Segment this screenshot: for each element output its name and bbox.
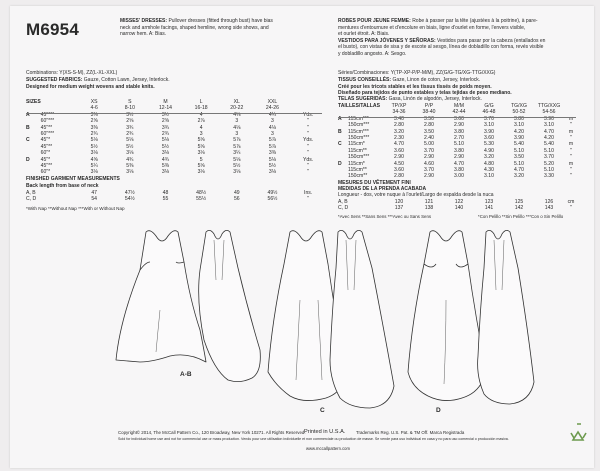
metric-fabric-width: 150cm***: [348, 122, 370, 129]
metric-yardage-cell: 2.30: [394, 134, 404, 141]
en-view-letter: B: [26, 124, 30, 131]
en-unit: ": [307, 162, 310, 169]
en-finished-cell: 49½: [267, 190, 278, 196]
metric-yardage-cell: 5.40: [544, 141, 554, 148]
en-yardage-cell: 3⅜: [90, 111, 98, 118]
metric-yardage-cell: 2.90: [394, 154, 404, 161]
en-fabric-width: 45"**: [40, 143, 53, 150]
en-yardage-cell: 5⅝: [197, 137, 205, 144]
en-view-letter: D: [26, 156, 30, 163]
metric-unit: ": [570, 154, 572, 161]
es-desc-line-1: Vestidos para pasar por la cabeza (entallados en: [437, 37, 546, 44]
metric-size-number: 38-40: [422, 109, 436, 116]
metric-yardage-cell: 2.80: [394, 122, 404, 129]
dress-ab-back-drawing: [199, 230, 261, 381]
en-size-number: 4-6: [90, 105, 98, 112]
en-desc-line-3: narrow hem. A: Bias.: [120, 31, 167, 38]
en-yardage-cell: 5⅞: [268, 143, 276, 150]
metric-yardage-cell: 3.50: [424, 128, 434, 135]
metric-yardage-cell: 3.70: [424, 166, 434, 173]
en-yardage-cell: 3⅛: [126, 150, 134, 157]
combinations-fr-es: Séries/Combinaciones: Y(TP-XP-P/P-M/M), ZZ(G/G-TG/XG-TTG/XXG): [338, 70, 496, 76]
metric-yardage-cell: 3.60: [454, 115, 464, 122]
fabrics-fr-value: Gaze, Linon de coton, Jersey, Interlock.: [392, 77, 481, 83]
metric-finished-cell: 141: [484, 205, 494, 212]
sold-line: Sold for individual home use and not for commercial use or mass production. Vendu pour une utilisation individuelle et non commerciale ou production de masse. Se vende para uso individual en casa y no para uso comercial o producción masiva.: [118, 437, 509, 441]
en-yardage-cell: 3¾: [161, 124, 170, 131]
en-yardage-cell: 4: [199, 111, 203, 118]
en-finished-unit: Ins.: [304, 190, 313, 196]
en-yardage-cell: 4⅛: [233, 111, 241, 118]
en-unit: ": [307, 169, 310, 176]
metric-sizes-label: TAILLES/TALLAS: [338, 103, 380, 109]
en-yardage-cell: 3½: [126, 111, 134, 118]
metric-yardage-cell: 2.70: [454, 134, 464, 141]
fabrics-en-note: Designed for medium weight wovens and stable knits.: [26, 84, 155, 90]
en-yardage-cell: 3¾: [126, 124, 134, 131]
metric-size-number: 42-44: [452, 109, 466, 116]
metric-finished-cell: 120: [394, 199, 404, 205]
en-yardage-cell: 5⅞: [268, 137, 276, 144]
en-fabric-width: 60"*: [40, 150, 51, 157]
en-finished-cell: 47½: [124, 190, 135, 196]
metric-fabric-width: 115cm*: [348, 141, 365, 148]
metric-finished-cell: 137: [394, 205, 404, 212]
metric-yardage-cell: 4.50: [394, 160, 404, 167]
en-finished-cell: 47: [91, 190, 97, 196]
metric-yardage-cell: 2.90: [424, 173, 434, 180]
en-fabric-width: 60"***: [40, 130, 55, 137]
metric-size-number: 34-36: [392, 109, 406, 116]
en-view-letter: C: [26, 137, 30, 144]
metric-yardage-cell: 3.60: [394, 166, 404, 173]
en-yardage-cell: 3⅛: [161, 169, 170, 176]
en-finished-cell: 55½: [196, 196, 207, 203]
en-desc-line-1: Pullover dresses (fitted through bust) have bias: [168, 18, 273, 24]
metric-finished-cell: 140: [454, 205, 464, 212]
website-text: www.mccallpattern.com: [306, 446, 350, 451]
en-unit: Yds.: [303, 137, 314, 144]
metric-yardage-cell: 4.20: [544, 134, 554, 141]
metric-unit: ": [570, 173, 572, 180]
fabrics-en-value: Gauze, Cotton Lawn, Jersey, Interlock.: [83, 77, 170, 83]
metric-yardage-cell: 3.50: [424, 115, 434, 122]
metric-yardage-cell: 4.70: [454, 160, 464, 167]
dress-ab-front-drawing: [116, 231, 206, 362]
es-desc-line-3: y dobladillo angosto. A: Sesgo.: [338, 50, 407, 57]
metric-yardage-cell: 3.10: [484, 173, 494, 180]
figure-label-d: D: [436, 407, 441, 414]
en-fabric-width: 45"*: [40, 156, 51, 163]
dress-c-back-drawing: [330, 230, 394, 408]
metric-yardage-cell: 3.90: [544, 115, 554, 122]
metric-yardage-cell: 2.80: [394, 173, 404, 180]
metric-fabric-width: 115cm***: [348, 115, 369, 122]
en-yardage-cell: 5½: [161, 143, 170, 150]
en-yardage-cell: 3⅛: [197, 150, 205, 157]
metric-size-code: TP/XP: [391, 103, 407, 109]
es-title: VESTIDOS PARA JÓVENES Y SEÑORAS:: [338, 37, 436, 44]
fabrics-fr-note: Créé pour les tricots stables et les tissus tissés de poids moyen.: [338, 84, 492, 90]
pattern-number: M6954: [26, 20, 79, 39]
metric-yardage-cell: 4.60: [424, 160, 434, 167]
es-desc-line-2: el busto), con vistas de sisa y de escote al sesgo, línea de dobladillo con forma, revés visible: [338, 44, 544, 51]
metric-yardage-cell: 5.10: [454, 141, 464, 148]
en-finished-unit: ": [307, 196, 310, 203]
metric-yardage-cell: 3.70: [544, 154, 554, 161]
en-yardage-cell: 5¼: [90, 162, 98, 169]
en-yardage-cell: 5½: [268, 162, 276, 169]
metric-finished-cell: 125: [514, 199, 524, 205]
metric-yardage-cell: 3.10: [544, 122, 554, 129]
figure-label-c: C: [320, 407, 325, 414]
fr-title: ROBES POUR JEUNE FEMME:: [338, 18, 411, 24]
en-size-number: 24-26: [265, 105, 279, 112]
en-yardage-cell: 2⅞: [197, 118, 205, 125]
en-yardage-cell: 3⅛: [90, 169, 98, 176]
metric-yardage-cell: 3.80: [454, 166, 464, 173]
en-yardage-cell: 5⅜: [126, 162, 134, 169]
metric-size-code: TTG/XXG: [537, 103, 561, 109]
en-finished-cell: 56½: [267, 196, 278, 203]
metric-finished-cell: 126: [544, 199, 554, 205]
en-finished-cell: 56: [233, 196, 240, 203]
metric-yardage-cell: 4.90: [484, 147, 494, 154]
metric-yardage-cell: 2.80: [424, 122, 434, 129]
en-unit: ": [307, 150, 310, 157]
en-yardage-cell: 3⅛: [126, 169, 134, 176]
metric-yardage-cell: 5.10: [514, 160, 524, 167]
metric-unit: m: [568, 160, 574, 167]
metric-yardage-cell: 3.00: [454, 173, 464, 180]
en-yardage-cell: 2¾: [90, 130, 98, 137]
en-yardage-cell: 2⅝: [90, 118, 98, 125]
en-yardage-cell: 3: [199, 130, 203, 137]
metric-yardage-cell: 4.80: [484, 160, 494, 167]
en-finished-cell: 55: [162, 196, 169, 203]
en-size-code: S: [128, 99, 132, 105]
en-yardage-cell: 4¾: [161, 156, 170, 163]
metric-yardage-cell: 3.10: [484, 122, 494, 129]
en-fabric-width: 45"**: [40, 124, 53, 131]
en-title: MISSES' DRESSES:: [120, 18, 168, 24]
en-yardage-cell: 4⅛: [233, 124, 241, 131]
en-unit: ": [307, 118, 310, 125]
en-unit: ": [307, 143, 310, 150]
metric-unit: m: [568, 141, 574, 148]
en-view-letter: A: [26, 111, 30, 118]
en-unit: Yds.: [303, 111, 314, 118]
en-finished-view: A, B: [26, 190, 36, 196]
en-yardage-cell: 3½: [161, 111, 170, 118]
metric-yardage-cell: 3.80: [454, 128, 464, 135]
metric-size-code: M/M: [454, 103, 464, 109]
metric-yardage-cell: 3.20: [514, 173, 524, 180]
en-size-code: XL: [233, 99, 240, 105]
en-finished-cell: 48½: [196, 190, 207, 196]
fabrics-fr-label: TISSUS CONSEILLÉS:: [338, 77, 392, 83]
fabrics-es-value: Gasa, Linón de algodón, Jersey, Interlock.: [388, 96, 482, 102]
trademarks-text: Trademarks Reg. U.S. Pat. & TM Off. Marca Registrada: [356, 430, 465, 435]
metric-finished-cell: 122: [454, 199, 464, 205]
en-yardage-cell: 5⅛: [161, 137, 170, 144]
en-yardage-cell: 4¾: [126, 156, 134, 163]
metric-finished-view: C, D: [338, 205, 349, 212]
metric-yardage-cell: 4.30: [484, 166, 494, 173]
en-fabric-width: 45"*: [40, 137, 51, 144]
nap-legend-en: *With Nap **Without Nap ***With or Without Nap: [26, 206, 125, 211]
metric-yardage-cell: 3.30: [544, 173, 554, 180]
en-yardage-cell: 5: [199, 156, 203, 163]
en-yardage-cell: 5⅝: [197, 162, 205, 169]
metric-unit: ": [570, 122, 572, 129]
en-yardage-cell: 4¼: [268, 111, 276, 118]
en-size-code: XS: [90, 99, 98, 105]
dress-d-front-drawing: [408, 231, 486, 401]
en-yardage-cell: 2⅝: [161, 118, 170, 125]
en-fabric-width: 60"*: [40, 169, 51, 176]
metric-yardage-cell: 3.50: [514, 154, 524, 161]
metric-view-letter: D: [338, 160, 342, 167]
en-sizes-label: SIZES: [26, 99, 41, 105]
metric-yardage-cell: 3.80: [514, 115, 524, 122]
finished-title-es: MEDIDAS DE LA PRENDA ACABADA: [338, 186, 427, 192]
recycle-icon: [571, 424, 586, 440]
fr-desc-line-2: mentures d'entournure et d'encolure en biais, ligne d'ourlet en forme, l'envers visible,: [338, 24, 526, 31]
metric-yardage-cell: 3.10: [514, 122, 524, 129]
metric-unit: ": [570, 166, 572, 173]
metric-view-letter: C: [338, 141, 342, 148]
finished-title-en: FINISHED GARMENT MEASUREMENTS: [26, 176, 120, 182]
metric-finished-cell: 121: [424, 199, 434, 205]
copyright-text: Copyright© 2014, The McCall Pattern Co., 120 Broadway, New York 10271. All Rights Reserved.: [118, 430, 306, 435]
finished-sub-fr-es: Longueur - dos, votre nuque à l'ourlet/Largo de espalda desde la nuca: [338, 192, 494, 198]
metric-yardage-cell: 4.20: [514, 128, 524, 135]
en-yardage-cell: 5½: [233, 162, 241, 169]
en-yardage-cell: 5⅞: [233, 137, 241, 144]
en-fabric-width: 45"***: [40, 111, 55, 118]
printed-in: Printed in U.S.A.: [304, 429, 346, 435]
metric-fabric-width: 115cm**: [348, 147, 367, 154]
metric-size-code: P/P: [424, 103, 434, 109]
metric-finished-cell: 138: [424, 205, 434, 212]
en-yardage-cell: 2¾: [161, 130, 170, 137]
en-yardage-cell: 5⅜: [161, 162, 170, 169]
en-size-code: M: [163, 99, 168, 105]
metric-fabric-width: 150cm***: [348, 154, 370, 161]
en-size-number: 20-22: [230, 105, 244, 112]
en-yardage-cell: 3: [271, 130, 274, 137]
fabrics-en-label: SUGGESTED FABRICS:: [26, 77, 83, 83]
metric-unit: m: [568, 128, 574, 135]
metric-size-code: TG/XG: [511, 103, 527, 109]
en-yardage-cell: 5⅛: [90, 137, 98, 144]
en-yardage-cell: 3⅛: [197, 169, 205, 176]
metric-size-number: 46-48: [482, 109, 496, 116]
metric-yardage-cell: 5.10: [544, 166, 554, 173]
metric-yardage-cell: 5.20: [544, 160, 554, 167]
en-fabric-width: 60"***: [40, 118, 55, 125]
metric-fabric-width: 115cm**: [348, 166, 367, 173]
metric-fabric-width: 115cm***: [348, 128, 369, 135]
combinations-en: Combinations: Y(XS-S-M), ZZ(L-XL-XXL): [26, 70, 118, 76]
metric-finished-view: A, B: [338, 199, 348, 205]
metric-yardage-cell: 3.70: [484, 115, 494, 122]
en-yardage-cell: 4: [199, 124, 203, 131]
metric-unit: ": [570, 134, 572, 141]
metric-unit: ": [570, 147, 572, 154]
metric-yardage-cell: 2.40: [424, 134, 434, 141]
en-yardage-cell: 2¾: [126, 130, 134, 137]
metric-finished-cell: 123: [484, 199, 494, 205]
en-yardage-cell: 5⅛: [233, 156, 241, 163]
en-yardage-cell: 4⅛: [268, 124, 276, 131]
en-finished-cell: 49: [233, 190, 240, 196]
metric-yardage-cell: 3.90: [484, 128, 494, 135]
metric-yardage-cell: 3.60: [394, 147, 404, 154]
metric-yardage-cell: 2.90: [454, 154, 464, 161]
metric-size-number: 54-56: [542, 109, 556, 116]
metric-finished-cell: 142: [514, 205, 524, 212]
figure-label-ab: A-B: [180, 371, 192, 378]
metric-yardage-cell: 3.20: [394, 128, 404, 135]
en-yardage-cell: 3⅜: [90, 124, 98, 131]
metric-yardage-cell: 5.10: [514, 147, 524, 154]
en-yardage-cell: 5⅛: [268, 156, 276, 163]
en-yardage-cell: 2⅝: [126, 118, 134, 125]
en-unit: ": [307, 130, 310, 137]
en-finished-cell: 54: [91, 196, 97, 203]
en-yardage-cell: 3¼: [233, 150, 241, 157]
en-size-number: 12-14: [158, 105, 172, 112]
en-size-number: 16-18: [194, 105, 208, 112]
en-yardage-cell: 3⅜: [268, 150, 276, 157]
metric-yardage-cell: 4.70: [514, 166, 524, 173]
en-desc-line-2: neck and armhole facings, shaped hemline, wrong side shows, and: [120, 24, 269, 31]
metric-yardage-cell: 3.90: [514, 134, 524, 141]
metric-fabric-width: 115cm*: [348, 160, 365, 167]
en-size-code: XXL: [267, 99, 278, 105]
metric-size-number: 50-52: [512, 109, 526, 116]
en-yardage-cell: 5½: [90, 143, 98, 150]
metric-finished-cell: 143: [544, 205, 554, 212]
metric-yardage-cell: 5.00: [424, 141, 434, 148]
en-yardage-cell: 3: [235, 118, 239, 125]
en-size-code: L: [199, 99, 203, 105]
en-fabric-width: 45"**: [40, 162, 53, 169]
finished-title-fr: MESURES DU VÊTEMENT FINI: [338, 180, 411, 186]
metric-yardage-cell: 2.90: [454, 122, 464, 129]
metric-yardage-cell: 3.80: [454, 147, 464, 154]
en-yardage-cell: 3: [271, 118, 274, 125]
fr-desc-line-1: Robe à passer par la tête (ajustées à la poitrine), à pare-: [412, 18, 538, 24]
metric-yardage-cell: 3.20: [484, 154, 494, 161]
metric-yardage-cell: 3.70: [424, 147, 434, 154]
metric-yardage-cell: 3.60: [484, 134, 494, 141]
fabrics-es-note: Diseñado para tejidos de punto estables y telas tejidas de peso mediano.: [338, 90, 512, 96]
en-yardage-cell: 5½: [126, 143, 134, 150]
en-yardage-cell: 3⅛: [90, 150, 98, 157]
en-finished-cell: 54½: [124, 196, 135, 203]
en-yardage-cell: 4⅝: [90, 156, 98, 163]
dress-d-back-drawing: [478, 230, 534, 404]
en-finished-cell: 48: [162, 190, 169, 196]
fr-desc-line-3: et ourlet étroit. A: Biais.: [338, 31, 390, 38]
en-yardage-cell: 3⅛: [161, 150, 170, 157]
en-yardage-cell: 3⅛: [233, 169, 241, 176]
metric-fabric-width: 150cm**: [348, 173, 368, 180]
metric-finished-unit: ": [570, 205, 572, 212]
metric-unit: m: [568, 115, 574, 122]
en-yardage-cell: 5⅛: [126, 137, 134, 144]
metric-size-code: G/G: [484, 103, 494, 109]
metric-finished-unit: cm: [567, 199, 575, 205]
en-size-number: 8-10: [124, 105, 135, 112]
metric-fabric-width: 150cm***: [348, 134, 370, 141]
metric-yardage-cell: 3.40: [394, 115, 404, 122]
metric-yardage-cell: 4.70: [544, 128, 554, 135]
metric-yardage-cell: 2.90: [424, 154, 434, 161]
en-yardage-cell: 3: [235, 130, 239, 137]
en-yardage-cell: 5⅝: [197, 143, 205, 150]
metric-view-letter: A: [338, 115, 342, 122]
en-finished-view: C, D: [26, 196, 37, 203]
metric-yardage-cell: 5.10: [544, 147, 554, 154]
nap-legend-es: *Con Pelillo **Sin Pelillo ***Con o Sin Pelillo: [478, 214, 564, 219]
en-yardage-cell: 3⅛: [268, 169, 276, 176]
metric-yardage-cell: 5.40: [514, 141, 524, 148]
metric-yardage-cell: 4.70: [394, 141, 404, 148]
en-yardage-cell: 5⅞: [233, 143, 241, 150]
en-unit: ": [307, 124, 310, 131]
finished-sub-en: Back length from base of neck: [26, 183, 99, 189]
metric-view-letter: B: [338, 128, 342, 135]
nap-legend-fr: *Avec Sens **Sans Sens ***Avec ou Sans Sens: [338, 214, 432, 219]
en-unit: Yds.: [303, 156, 314, 163]
fabrics-es-label: TELAS SUGERIDAS:: [338, 96, 388, 102]
metric-yardage-cell: 5.30: [484, 141, 494, 148]
